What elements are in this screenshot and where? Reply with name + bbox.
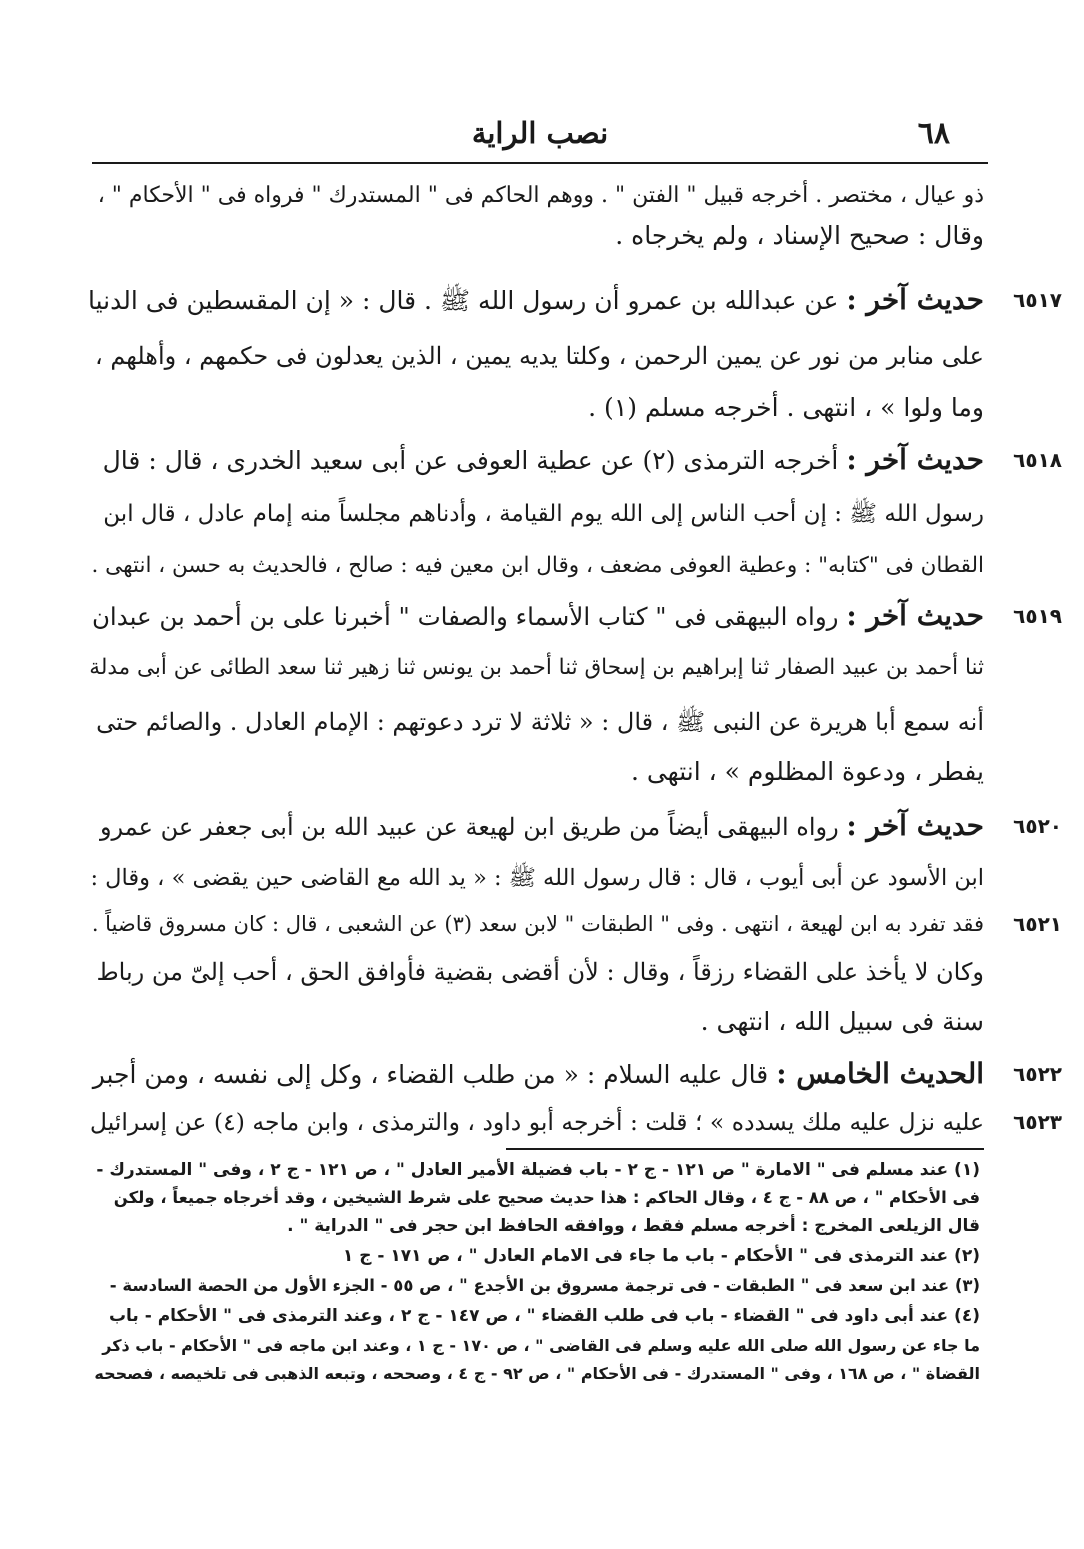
line-text: ثنا أحمد بن عبيد الصفار ثنا إبراهيم بن إسحاق ثنا أحمد بن يونس ثنا زهير ثنا سعد الطائى عن أبى مدلة <box>89 655 984 680</box>
line-text: أخرجه الترمذى (٢) عن عطية العوفى عن أبى سعيد الخدرى ، قال : قال <box>102 446 839 475</box>
line-text: رسول الله ﷺ : إن أحب الناس إلى الله يوم القيامة ، وأدناهم مجلساً منه إمام عادل ، قال ابن <box>103 501 984 527</box>
footnote-line: القضاة " ، ص ١٦٨ ، وفى " المستدرك - فى الأحكام " ، ص ٩٢ - ج ٤ ، وصححه ، وتبعه الذهبى فى تلخيصه ، فصححه <box>94 1364 980 1383</box>
hadith-number: ٦٥٢١ <box>1013 912 1062 936</box>
line-text: فقد تفرد به ابن لهيعة ، انتهى . وفى " الطبقات " لابن سعد (٣) عن الشعبى ، قال : كان مسروق قاضياً . <box>91 912 984 936</box>
line-text: رواه البيهقى أيضاً من طريق ابن لهيعة عن عبيد الله بن أبى جعفر عن عمرو <box>99 813 839 841</box>
footnote-line: (٤) عند أبى داود فى " القضاء - باب فى طلب القضاء " ، ص ١٤٧ - ج ٢ ، وعند الترمذى فى " الأحكام - باب <box>108 1306 980 1326</box>
text-line <box>87 280 1062 320</box>
line-text: وكان لا يأخذ على القضاء رزقاً ، وقال : لأن أقضى بقضية فأوافق الحق ، أحب إلىّ من رباط <box>96 958 984 986</box>
footnote-line: (١) عند مسلم فى " الامارة " ص ١٢١ - ج ٢ - باب فضيلة الأمير العادل " ، ص ١٢١ - ج ٢ ، وفى " المستدرك - <box>96 1160 980 1180</box>
hadith-number: ٦٥١٧ <box>1013 288 1062 312</box>
text-line <box>88 752 984 792</box>
text-line <box>88 546 984 586</box>
line-text: ابن الأسود عن أبى أيوب ، قال : قال رسول الله ﷺ : « يد الله مع القاضى حين يقضى » ، وقال : <box>90 865 984 891</box>
text-line <box>88 806 1062 846</box>
text-line <box>88 440 1062 480</box>
line-text: أنه سمع أبا هريرة عن النبى ﷺ ، قال : « ثلاثة لا ترد دعوتهم : الإمام العادل . والصائم حتى <box>96 708 984 736</box>
page-number: ٦٨ <box>917 116 950 151</box>
hadith-number: ٦٥١٩ <box>1013 604 1062 628</box>
line-text: يفطر ، ودعوة المظلوم » ، انتهى . <box>630 757 984 786</box>
text-line <box>88 336 984 376</box>
line-text: ذو عيال ، مختصر . أخرجه قبيل " الفتن " . ووهم الحاكم فى " المستدرك " فرواه فى " الأحكام " ، <box>97 183 984 208</box>
text-line <box>88 388 984 428</box>
hadith-number: ٦٥٢٣ <box>1013 1110 1062 1134</box>
text-line <box>88 1002 984 1042</box>
line-text: قال عليه السلام : « من طلب القضاء ، وكل إلى نفسه ، ومن أجبر <box>92 1060 769 1089</box>
text-line <box>88 494 984 534</box>
hadith-heading: حديث آخر : <box>846 599 984 632</box>
hadith-heading: حديث آخر : <box>846 443 984 476</box>
footnote-line: (٢) عند الترمذى فى " الأحكام - باب ما جاء فى الامام العادل " ، ص ١٧١ - ج ١ <box>342 1246 980 1266</box>
line-text: وقال : صحيح الإسناد ، ولم يخرجاه . <box>615 221 984 250</box>
line-text: عليه نزل عليه ملك يسدده » ؛ قلت : أخرجه أبو داود ، والترمذى ، وابن ماجه (٤) عن إسرائيل <box>89 1108 984 1136</box>
line-text: عن عبدالله بن عمرو أن رسول الله ﷺ . قال : « إن المقسطين فى الدنيا <box>87 286 839 315</box>
line-text: على منابر من نور عن يمين الرحمن ، وكلتا يديه يمين ، الذين يعدلون فى حكمهم ، وأهلهم ، <box>94 342 984 370</box>
page-header <box>92 112 988 160</box>
header-rule <box>92 162 988 164</box>
text-line <box>88 702 984 742</box>
hadith-number: ٦٥١٨ <box>1013 448 1062 472</box>
line-text: سنة فى سبيل الله ، انتهى . <box>700 1007 984 1036</box>
hadith-heading: حديث آخر : <box>846 809 984 842</box>
line-text: وما ولوا » ، انتهى . أخرجه مسلم (١) . <box>588 393 984 422</box>
line-text: رواه البيهقى فى " كتاب الأسماء والصفات " أخبرنا على بن أحمد بن عبدان <box>91 602 839 631</box>
hadith-number: ٦٥٢٢ <box>1013 1062 1062 1086</box>
text-line <box>88 952 984 992</box>
text-line <box>88 176 984 216</box>
footnote-line: ما جاء عن رسول الله صلى الله عليه وسلم فى القاضى " ، ص ١٧٠ - ج ١ ، وعند ابن ماجه فى " الأحكام - باب ذكر <box>102 1336 980 1355</box>
text-line <box>88 648 984 688</box>
running-title: نصب الراية <box>471 116 609 150</box>
hadith-heading: حديث آخر : <box>846 283 984 316</box>
footnote-line: فى الأحكام " ، ص ٨٨ - ج ٤ ، وقال الحاكم : هذا حديث صحيح على شرط الشيخين ، وقد أخرجاه جميعاً ، ولكن <box>113 1188 980 1207</box>
text-line <box>88 1054 1062 1094</box>
text-line <box>88 904 1062 944</box>
footnote-rule <box>506 1148 984 1150</box>
text-line <box>88 858 984 898</box>
hadith-number: ٦٥٢٠ <box>1013 814 1062 838</box>
footnote-line: (٣) عند ابن سعد فى " الطبقات - فى ترجمة مسروق بن الأجدع " ، ص ٥٥ - الجزء الأول من الحصة السادسة - <box>109 1276 980 1295</box>
text-line <box>88 216 984 256</box>
hadith-heading: الحديث الخامس : <box>776 1057 984 1090</box>
text-line <box>88 1102 1062 1142</box>
line-text: القطان فى "كتابه" : وعطية العوفى مضعف ، وقال ابن معين فيه : صالح ، فالحديث به حسن ، انتهى . <box>91 553 984 578</box>
text-line <box>88 596 1062 636</box>
footnote-line: قال الزيلعى المخرج : أخرجه مسلم فقط ، ووافقه الحافظ ابن حجر فى " الدراية " . <box>287 1216 980 1236</box>
